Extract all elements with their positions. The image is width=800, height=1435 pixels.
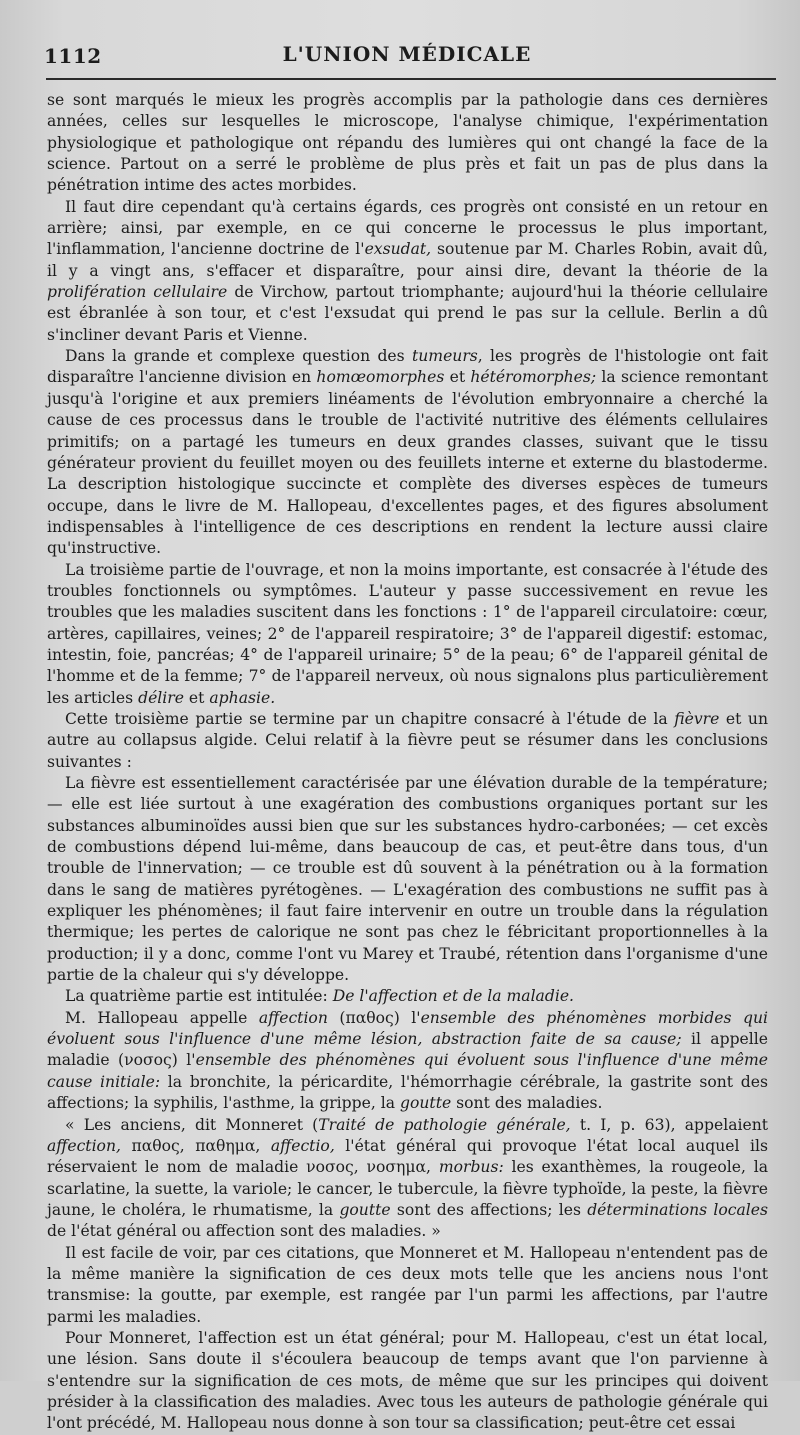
paragraph (47, 709, 768, 773)
paragraph (47, 346, 768, 559)
text-run: Dans la grande et complexe question des (65, 347, 412, 366)
text-run: il appelle maladie (νοσος) l' (47, 1030, 768, 1070)
italic-run: affection, (47, 1136, 121, 1155)
text-run: t. I, p. 63), appelaient (570, 1115, 769, 1134)
text-run: « Les anciens, dit Monneret ( (65, 1115, 319, 1134)
italic-run: hétéromorphes; (470, 368, 597, 387)
page-header (44, 40, 770, 74)
text-run: Il est facile de voir, par ces citations, que Monneret et M. Hallopeau n'entendent pas de la même manière la signification de ces deux mots telle que les anciens nous l'ont transmise: la goutte, par exemple, est rangée par l'un parmi les affections, par l'autre parmi les maladies. (47, 1243, 768, 1326)
text-run: Il faut dire cependant qu'à certains égards, ces progrès ont consisté en un retour en arrière; ainsi, par exemple, en ce qui concerne le processus le plus important, l'inflammation, l'ancienne doctrine de l' (47, 197, 768, 259)
text-run: soutenue par M. Charles Robin, avait dû, il y a vingt ans, s'effacer et disparaître, pour ainsi dire, devant la théorie de la (47, 240, 769, 280)
text-run: la science remontant jusqu'à l'origine et aux premiers linéaments de l'évolution embryonnaire a cherché la cause de ces processus dans le trouble de l'activité nutritive des éléments cellulaires primitifs; on a partagé les tumeurs en deux grandes classes, suivant que le tissu générateur provient du feuillet moyen ou des feuillets interne et externe du blastoderme. La description histologique succincte et complète des diverses espèces de tumeurs occupe, dans le livre de M. Hallopeau, d'excellentes pages, et des figures absolument indispensables à l'intelligence de ces descriptions en rendent la lecture aussi claire qu'instructive. (47, 368, 768, 558)
text-run: se sont marqués le mieux les progrès accomplis par la pathologie dans ces dernières années, celles sur lesquelles le microscope, l'analyse chimique, l'expérimentation physiologique et pathologique ont répandu des lumières qui ont changé la face de la science. Partout on a serré le problème de plus près et fait un pas de plus dans la pénétration intime des actes morbides. (47, 91, 768, 195)
italic-run: homœomorphes (316, 368, 445, 387)
text-run: et (183, 688, 210, 707)
text-run: Pour Monneret, l'affection est un état général; pour M. Hallopeau, c'est un état local, une lésion. Sans doute il s'écoulera beaucoup de temps avant que l'on parvienne à s'entendre sur la signification de ces mots, de même que sur les principes qui doivent présider à la classification des maladies. Avec tous les auteurs de pathologie générale qui l'ont précédé, M. Hallopeau nous donne à son tour sa classification; peut-être cet essai (47, 1328, 768, 1433)
text-run: les exanthèmes, la rougeole, la scarlatine, la suette, la variole; le cancer, le tubercule, la fièvre typhoïde, la peste, la fièvre jaune, le choléra, le rhumatisme, la (47, 1158, 768, 1219)
italic-run: Traité de pathologie générale, (318, 1115, 571, 1134)
text-run: παθος, παθημα, (120, 1136, 271, 1155)
italic-run: prolifération cellulaire (47, 283, 228, 302)
paragraph (47, 1008, 768, 1115)
italic-run: délire (138, 688, 184, 707)
text-run: l'état général qui provoque l'état local auquel ils réservaient le nom de maladie νοσος, νοσημα, (47, 1136, 769, 1177)
italic-run: De l'affection et de la maladie. (332, 987, 575, 1006)
italic-run: tumeurs (411, 347, 478, 366)
paragraph (47, 773, 768, 986)
text-run: de Virchow, partout triomphante; aujourd'hui la théorie cellulaire est ébranlée à son tour, et c'est l'exsudat qui prend le pas sur la cellule. Berlin a dû s'incliner devant Paris et Vienne. (47, 283, 768, 344)
paragraph (47, 90, 768, 197)
paragraph (47, 1243, 768, 1328)
text-run: (παθος) l' (327, 1008, 421, 1027)
text-run: La quatrième partie est intitulée: (65, 987, 333, 1006)
text-run: et (444, 368, 471, 387)
italic-run: goutte (400, 1094, 452, 1113)
paragraph (47, 560, 768, 709)
italic-run: fièvre (674, 709, 720, 728)
paragraph (47, 986, 768, 1007)
italic-run: déterminations locales (587, 1200, 768, 1219)
text-run: de l'état général ou affection sont des maladies. » (47, 1222, 441, 1241)
journal-title: L'UNION MÉDICALE (282, 42, 532, 66)
italic-run: aphasie. (209, 688, 276, 707)
italic-run: ensemble des phénomènes morbides qui évoluent sous l'influence d'une même lésion, abstraction faite de sa cause; (47, 1008, 768, 1049)
text-run: M. Hallopeau appelle (65, 1008, 259, 1027)
italic-run: exsudat, (364, 240, 432, 259)
text-run: La troisième partie de l'ouvrage, et non la moins importante, est consacrée à l'étude des troubles fonctionnels ou symptômes. L'auteur y passe successivement en revue les troubles que les maladies suscitent dans les fonctions : 1° de l'appareil circulatoire: cœur, artères, capillaires, veines; 2° de l'appareil respiratoire; 3° de l'appareil digestif: estomac, intestin, foie, pancréas; 4° de l'appareil urinaire; 5° de la peau; 6° de l'appareil génital de l'homme et de la femme; 7° de l'appareil nerveux, où nous signalons plus particulièrement les articles (47, 560, 768, 707)
paragraph (47, 1115, 768, 1243)
paragraph (47, 1328, 768, 1435)
text-run: sont des maladies. (451, 1094, 603, 1113)
text-run: la bronchite, la péricardite, l'hémorrhagie cérébrale, la gastrite sont des affections; la syphilis, l'asthme, la grippe, la (47, 1072, 768, 1113)
italic-run: goutte (339, 1200, 391, 1219)
text-run: La fièvre est essentiellement caractérisée par une élévation durable de la température; — elle est liée surtout à une exagération des combustions organiques portant sur les substances albuminoïdes aussi bien que sur les substances hydro-carbonées; — cet excès de combustions dépend lui-même, dans beaucoup de cas, et peut-être dans tous, d'un trouble de l'innervation; — ce trouble est dû souvent à la pénétration ou à la formation dans le sang de matières pyrétogènes. — L'exagération des combustions ne suffit pas à expliquer les phénomènes; il faut faire intervenir en outre un trouble dans la régulation thermique; les pertes de calorique ne sont pas chez le fébricitant proportionnelles à la production; il y a donc, comme l'ont vu Marey et Traubé, rétention dans l'organisme d'une partie de la chaleur qui s'y développe. (47, 774, 768, 985)
article-body (47, 90, 768, 1435)
text-run: , les progrès de l'histologie ont fait disparaître l'ancienne division en (47, 347, 768, 387)
page-number: 1112 (44, 44, 102, 68)
italic-run: morbus: (438, 1158, 504, 1177)
italic-run: affection (258, 1008, 328, 1027)
italic-run: affectio, (270, 1136, 335, 1155)
text-run: Cette troisième partie se termine par un chapitre consacré à l'étude de la (65, 709, 675, 728)
text-run: sont des affections; les (390, 1200, 588, 1219)
text-run: et un autre au collapsus algide. Celui relatif à la fièvre peut se résumer dans les conclusions suivantes : (47, 709, 769, 771)
paragraph (47, 197, 768, 346)
header-rule (46, 78, 776, 80)
italic-run: ensemble des phénomènes qui évoluent sous l'influence d'une même cause initiale: (47, 1051, 768, 1091)
